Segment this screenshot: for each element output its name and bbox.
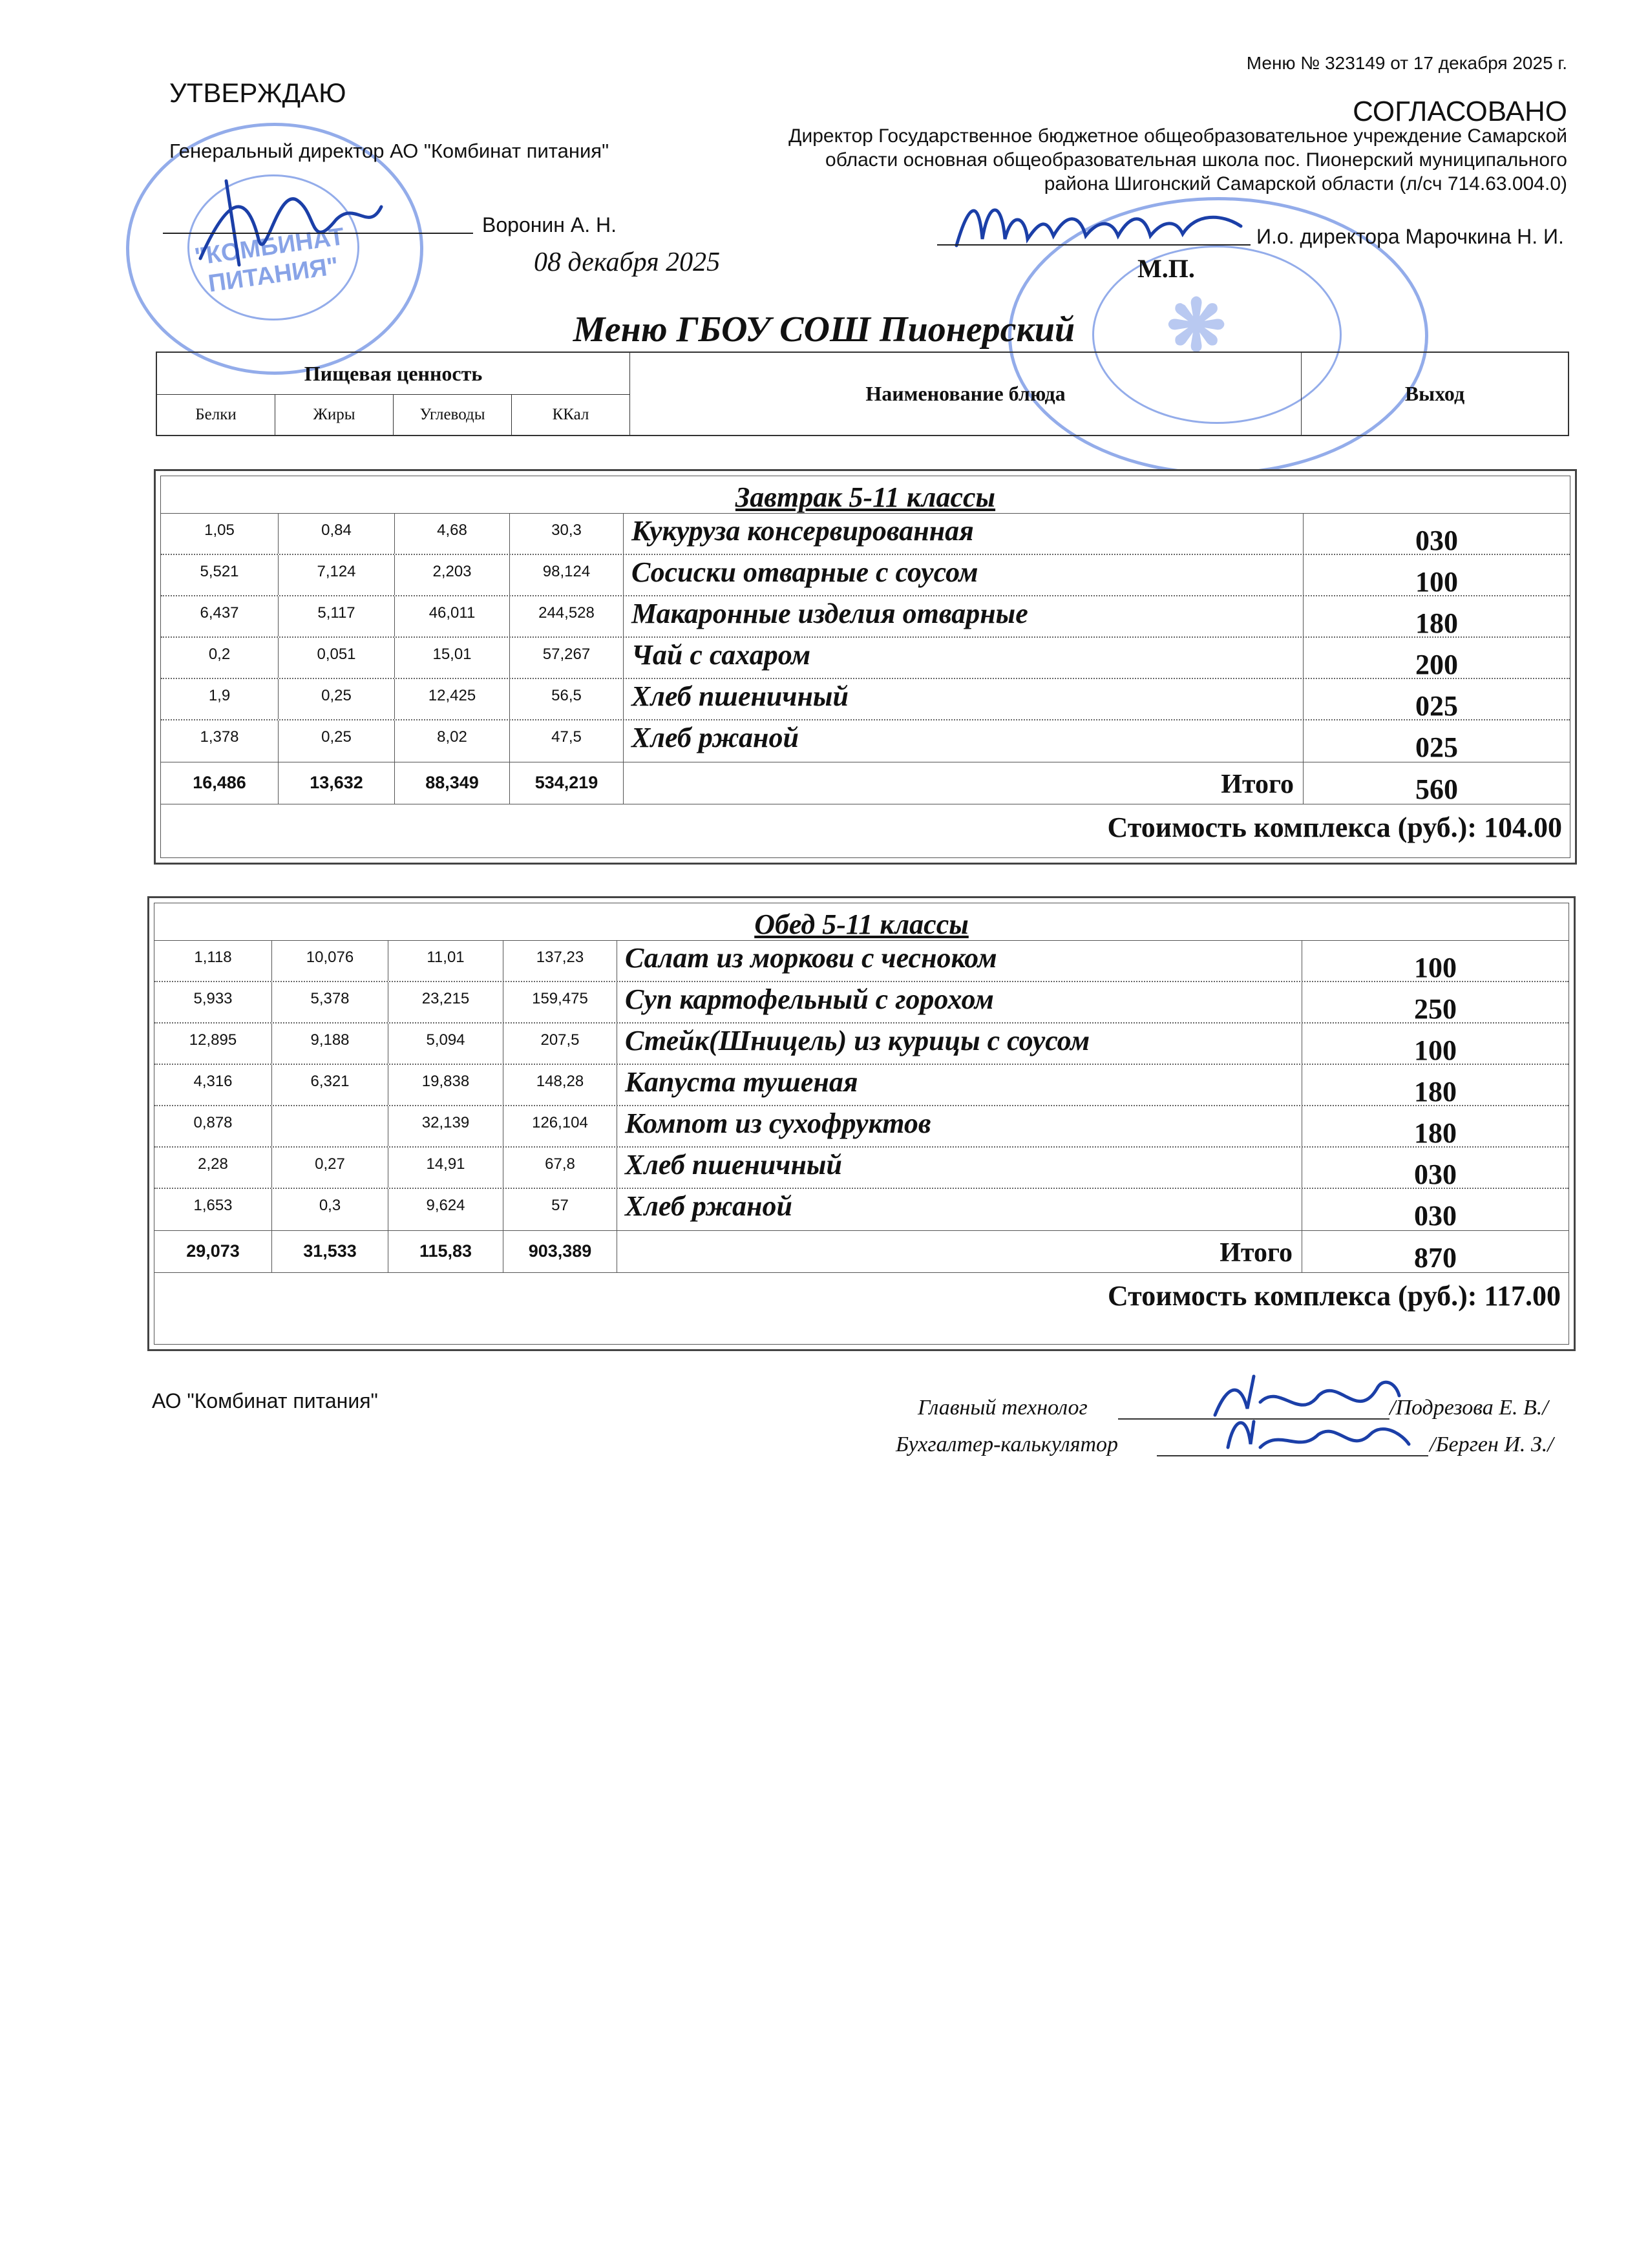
carbs-cell: 46,011 — [395, 596, 510, 636]
total-proteins: 16,486 — [161, 762, 279, 804]
menu-row — [154, 1148, 1569, 1189]
kcal-cell: 30,3 — [510, 514, 624, 554]
agree-position: Директор Государственное бюджетное общеобразовательное учреждение Самарской области основная общеобразовательная школа пос. Пионерский муниципального района Шигонский Самарской области (л/сч 714.63.004.0) — [788, 125, 1567, 194]
output-cell: 200 — [1415, 649, 1458, 680]
proteins-cell: 0,2 — [161, 638, 279, 678]
total-kcal: 534,219 — [510, 762, 624, 804]
fats-cell: 5,378 — [272, 982, 388, 1022]
carbs-cell: 9,624 — [388, 1189, 503, 1230]
approve-title: УТВЕРЖДАЮ — [169, 78, 346, 108]
fats-cell: 0,27 — [272, 1148, 388, 1188]
menu-row — [161, 720, 1570, 762]
total-carbs: 115,83 — [388, 1231, 503, 1272]
output-cell: 030 — [1415, 525, 1458, 556]
dish-name: Чай с сахаром — [624, 638, 1304, 678]
proteins-cell: 0,878 — [154, 1106, 272, 1146]
dish-name: Макаронные изделия отварные — [624, 596, 1304, 636]
approve-date: 08 декабря 2025 — [534, 247, 721, 277]
kcal-cell: 57,267 — [510, 638, 624, 678]
output-cell: 025 — [1415, 731, 1458, 763]
agree-signature-line — [937, 244, 1251, 246]
fats-cell: 0,25 — [279, 679, 395, 719]
kcal-cell: 98,124 — [510, 555, 624, 595]
approve-signature-line — [163, 233, 473, 234]
output-cell: 100 — [1415, 566, 1458, 598]
output-cell: 030 — [1414, 1159, 1457, 1190]
carbs-cell: 5,094 — [388, 1024, 503, 1064]
technologist-signature-line — [1118, 1418, 1389, 1420]
technologist-label: Главный технолог — [918, 1396, 1088, 1420]
kcal-cell: 148,28 — [503, 1065, 617, 1105]
fats-cell: 7,124 — [279, 555, 395, 595]
approve-signature — [187, 162, 394, 278]
menu-row — [161, 596, 1570, 638]
carbs-cell: 12,425 — [395, 679, 510, 719]
total-label: Итого — [617, 1231, 1302, 1272]
lunch-rows — [154, 941, 1569, 1230]
proteins-cell: 1,653 — [154, 1189, 272, 1230]
menu-row — [154, 941, 1569, 982]
breakfast-rows — [161, 514, 1570, 762]
nutrition-group-header: Пищевая ценность — [156, 352, 630, 395]
carbs-cell: 4,68 — [395, 514, 510, 554]
dish-column-header: Наименование блюда — [630, 352, 1302, 436]
fats-column-header: Жиры — [275, 395, 394, 436]
mp-label: М.П. — [1137, 254, 1195, 283]
fats-cell: 6,321 — [272, 1065, 388, 1105]
lunch-total-row — [154, 1230, 1569, 1273]
proteins-cell: 5,933 — [154, 982, 272, 1022]
carbs-cell: 19,838 — [388, 1065, 503, 1105]
carbs-cell: 2,203 — [395, 555, 510, 595]
total-carbs: 88,349 — [395, 762, 510, 804]
kcal-cell: 244,528 — [510, 596, 624, 636]
fats-cell: 0,25 — [279, 720, 395, 762]
total-output: 560 — [1415, 773, 1458, 805]
fats-cell: 10,076 — [272, 941, 388, 981]
accountant-name: /Берген И. З./ — [1430, 1433, 1554, 1456]
output-cell: 030 — [1414, 1200, 1457, 1232]
approve-position: Генеральный директор АО "Комбинат питания" — [169, 140, 609, 162]
dish-name: Стейк(Шницель) из курицы с соусом — [617, 1024, 1302, 1064]
carbs-cell: 15,01 — [395, 638, 510, 678]
output-cell: 100 — [1414, 1034, 1457, 1066]
fats-cell: 0,84 — [279, 514, 395, 554]
fats-cell: 5,117 — [279, 596, 395, 636]
breakfast-cost: Стоимость комплекса (руб.): 104.00 — [1107, 812, 1562, 843]
dish-name: Кукуруза консервированная — [624, 514, 1304, 554]
lunch-title: Обед 5-11 классы — [154, 903, 1569, 941]
menu-row — [154, 982, 1569, 1024]
kcal-column-header: ККал — [512, 395, 630, 436]
menu-row — [154, 1106, 1569, 1148]
carbs-cell: 14,91 — [388, 1148, 503, 1188]
kcal-cell: 207,5 — [503, 1024, 617, 1064]
approve-name: Воронин А. Н. — [482, 213, 617, 236]
dish-name: Салат из моркови с чесноком — [617, 941, 1302, 981]
dish-name: Капуста тушеная — [617, 1065, 1302, 1105]
total-fats: 13,632 — [279, 762, 395, 804]
proteins-column-header: Белки — [156, 395, 275, 436]
breakfast-total-row — [161, 762, 1570, 804]
carbs-column-header: Углеводы — [394, 395, 512, 436]
school-stamp-emblem: ❋ — [1167, 286, 1227, 366]
agree-signature — [950, 187, 1247, 258]
fats-cell — [272, 1106, 388, 1146]
output-cell: 180 — [1415, 607, 1458, 639]
menu-row — [161, 638, 1570, 679]
proteins-cell: 1,05 — [161, 514, 279, 554]
menu-row — [161, 679, 1570, 720]
total-proteins: 29,073 — [154, 1231, 272, 1272]
total-kcal: 903,389 — [503, 1231, 617, 1272]
menu-row — [154, 1189, 1569, 1230]
output-cell: 180 — [1414, 1117, 1457, 1149]
column-header-table — [156, 352, 1569, 436]
fats-cell: 0,3 — [272, 1189, 388, 1230]
breakfast-title: Завтрак 5-11 классы — [161, 476, 1570, 514]
dish-name: Хлеб ржаной — [617, 1189, 1302, 1230]
kcal-cell: 57 — [503, 1189, 617, 1230]
output-cell: 100 — [1414, 952, 1457, 983]
carbs-cell: 8,02 — [395, 720, 510, 762]
proteins-cell: 1,378 — [161, 720, 279, 762]
proteins-cell: 12,895 — [154, 1024, 272, 1064]
document-title: Меню ГБОУ СОШ Пионерский — [573, 310, 1075, 350]
proteins-cell: 1,9 — [161, 679, 279, 719]
kcal-cell: 159,475 — [503, 982, 617, 1022]
fats-cell: 0,051 — [279, 638, 395, 678]
output-cell: 025 — [1415, 690, 1458, 722]
fats-cell: 9,188 — [272, 1024, 388, 1064]
menu-row — [161, 514, 1570, 555]
menu-row — [154, 1024, 1569, 1065]
accountant-signature-line — [1157, 1455, 1428, 1456]
output-column-header: Выход — [1302, 352, 1569, 436]
breakfast-section — [154, 469, 1577, 865]
dish-name: Хлеб ржаной — [624, 720, 1304, 762]
kcal-cell: 56,5 — [510, 679, 624, 719]
technologist-name: /Подрезова Е. В./ — [1389, 1396, 1548, 1420]
total-output: 870 — [1414, 1242, 1457, 1274]
proteins-cell: 5,521 — [161, 555, 279, 595]
carbs-cell: 23,215 — [388, 982, 503, 1022]
carbs-cell: 32,139 — [388, 1106, 503, 1146]
dish-name: Суп картофельный с горохом — [617, 982, 1302, 1022]
proteins-cell: 1,118 — [154, 941, 272, 981]
lunch-cost: Стоимость комплекса (руб.): 117.00 — [1107, 1280, 1561, 1312]
output-cell: 180 — [1414, 1076, 1457, 1108]
kcal-cell: 67,8 — [503, 1148, 617, 1188]
kcal-cell: 137,23 — [503, 941, 617, 981]
dish-name: Сосиски отварные с соусом — [624, 555, 1304, 595]
dish-name: Хлеб пшеничный — [617, 1148, 1302, 1188]
agree-name: И.о. директора Марочкина Н. И. — [1256, 225, 1564, 248]
kcal-cell: 126,104 — [503, 1106, 617, 1146]
accountant-label: Бухгалтер-калькулятор — [896, 1433, 1119, 1456]
output-cell: 250 — [1414, 993, 1457, 1025]
menu-row — [161, 555, 1570, 596]
total-label: Итого — [624, 762, 1304, 804]
carbs-cell: 11,01 — [388, 941, 503, 981]
company-stamp-text: "КОМБИНАТ ПИТАНИЯ" — [193, 223, 346, 298]
agree-title: СОГЛАСОВАНО — [1353, 96, 1567, 127]
proteins-cell: 4,316 — [154, 1065, 272, 1105]
lunch-section — [147, 896, 1576, 1351]
proteins-cell: 2,28 — [154, 1148, 272, 1188]
proteins-cell: 6,437 — [161, 596, 279, 636]
total-fats: 31,533 — [272, 1231, 388, 1272]
dish-name: Компот из сухофруктов — [617, 1106, 1302, 1146]
footer-company: АО "Комбинат питания" — [152, 1389, 378, 1412]
dish-name: Хлеб пшеничный — [624, 679, 1304, 719]
kcal-cell: 47,5 — [510, 720, 624, 762]
menu-number: Меню № 323149 от 17 декабря 2025 г. — [1246, 53, 1567, 73]
menu-row — [154, 1065, 1569, 1106]
